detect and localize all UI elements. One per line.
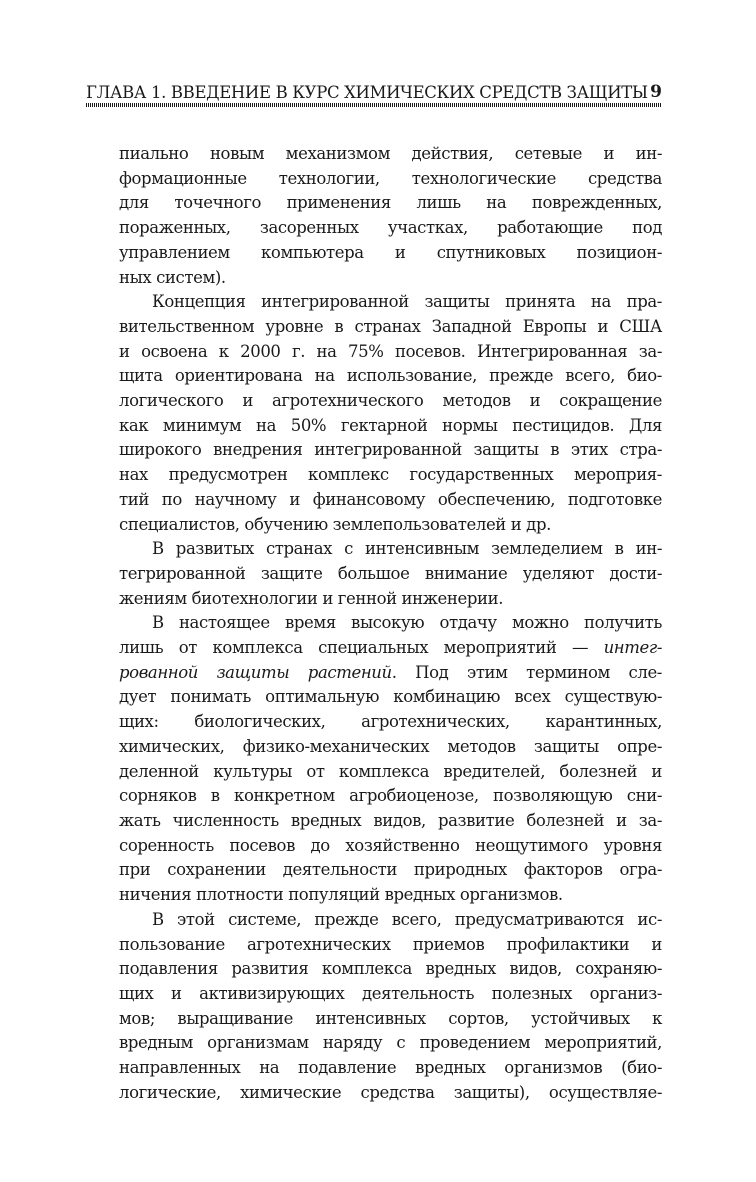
- paragraph-2: [86, 290, 662, 537]
- text-line: пораженных, засоренных участках, работающие под: [119, 218, 662, 238]
- text-line: для точечного применения лишь на поврежденных,: [119, 193, 662, 213]
- text-line: [86, 661, 662, 686]
- text-line: ничения плотности популяций вредных организмов.: [119, 885, 563, 905]
- text-line: управлением компьютера и спутниковых позицион-: [119, 242, 662, 262]
- text-line: химических, физико-механических методов защиты опре-: [119, 736, 662, 756]
- text-line: пиально новым механизмом действия, сетевые и ин-: [119, 144, 662, 163]
- paragraph-3: [86, 537, 662, 611]
- text-line: деленной культуры от комплекса вредителей, болезней и: [119, 761, 662, 781]
- chapter-title: ГЛАВА 1. ВВЕДЕНИЕ В КУРС ХИМИЧЕСКИХ СРЕДСТВ ЗАЩИТЫ: [86, 83, 648, 102]
- text-line: как минимум на 50% гектарной нормы пестицидов. Для: [119, 415, 662, 435]
- page-number: 9: [650, 82, 662, 102]
- text-line: тегрированной защите большое внимание уделяют дости-: [119, 563, 662, 583]
- text-line: нах предусмотрен комплекс государственных мероприя-: [119, 465, 662, 485]
- text-line: логического и агротехнического методов и сокращение: [119, 391, 662, 411]
- text-line: щих: биологических, агротехнических, карантинных,: [119, 712, 662, 732]
- text-line: ных систем).: [119, 267, 226, 287]
- text-line: вредным организмам наряду с проведением мероприятий,: [119, 1033, 662, 1053]
- text-line: сорняков в конкретном агробиоценозе, позволяющую сни-: [119, 786, 662, 806]
- text-line: формационные технологии, технологические средства: [119, 168, 662, 188]
- text-line: вительственном уровне в странах Западной Европы и США: [119, 316, 662, 336]
- text-line: Концепция интегрированной защиты принята на пра-: [152, 292, 662, 312]
- text-line: логические, химические средства защиты), осуществляе-: [119, 1082, 662, 1102]
- text-line: направленных на подавление вредных организмов (био-: [119, 1058, 662, 1078]
- paragraph-4: [86, 611, 662, 907]
- body-text: [86, 142, 662, 1105]
- text-line: жениям биотехнологии и генной инженерии.: [119, 588, 504, 608]
- text-segment: лишь от комплекса специальных мероприятий —: [119, 638, 604, 658]
- text-line: и освоена к 2000 г. на 75% посевов. Интегрированная за-: [119, 341, 662, 361]
- paragraph-5: [86, 908, 662, 1106]
- text-line: подавления развития комплекса вредных видов, сохраняю-: [119, 959, 662, 979]
- text-line: соренность посевов до хозяйственно неощутимого уровня: [119, 835, 662, 855]
- text-line: широкого внедрения интегрированной защиты в этих стра-: [119, 440, 662, 460]
- running-header: [86, 78, 662, 102]
- text-line: тий по научному и финансовому обеспечению, подготовке: [119, 489, 662, 509]
- text-line: пользование агротехнических приемов профилактики и: [119, 934, 662, 954]
- paragraph-1: [86, 142, 662, 290]
- text-line: жать численность вредных видов, развитие болезней и за-: [119, 810, 662, 830]
- text-line: [86, 636, 662, 661]
- text-line: В этой системе, прежде всего, предусматриваются ис-: [152, 909, 662, 929]
- text-line: В настоящее время высокую отдачу можно получить: [152, 613, 662, 633]
- text-line: щих и активизирующих деятельность полезных организ-: [119, 983, 662, 1003]
- text-segment: . Под этим термином сле-: [391, 662, 662, 682]
- text-line: мов; выращивание интенсивных сортов, устойчивых к: [119, 1008, 662, 1028]
- text-line: дует понимать оптимальную комбинацию всех существую-: [119, 687, 662, 707]
- italic-term: интег-: [603, 638, 662, 658]
- text-line: щита ориентирована на использование, прежде всего, био-: [119, 366, 662, 386]
- text-line: В развитых странах с интенсивным земледелием в ин-: [152, 539, 662, 559]
- italic-term: рованной защиты растений: [119, 662, 392, 682]
- text-line: при сохранении деятельности природных факторов огра-: [119, 860, 662, 880]
- text-line: специалистов, обучению землепользователей и др.: [119, 514, 551, 534]
- header-divider: [86, 103, 662, 107]
